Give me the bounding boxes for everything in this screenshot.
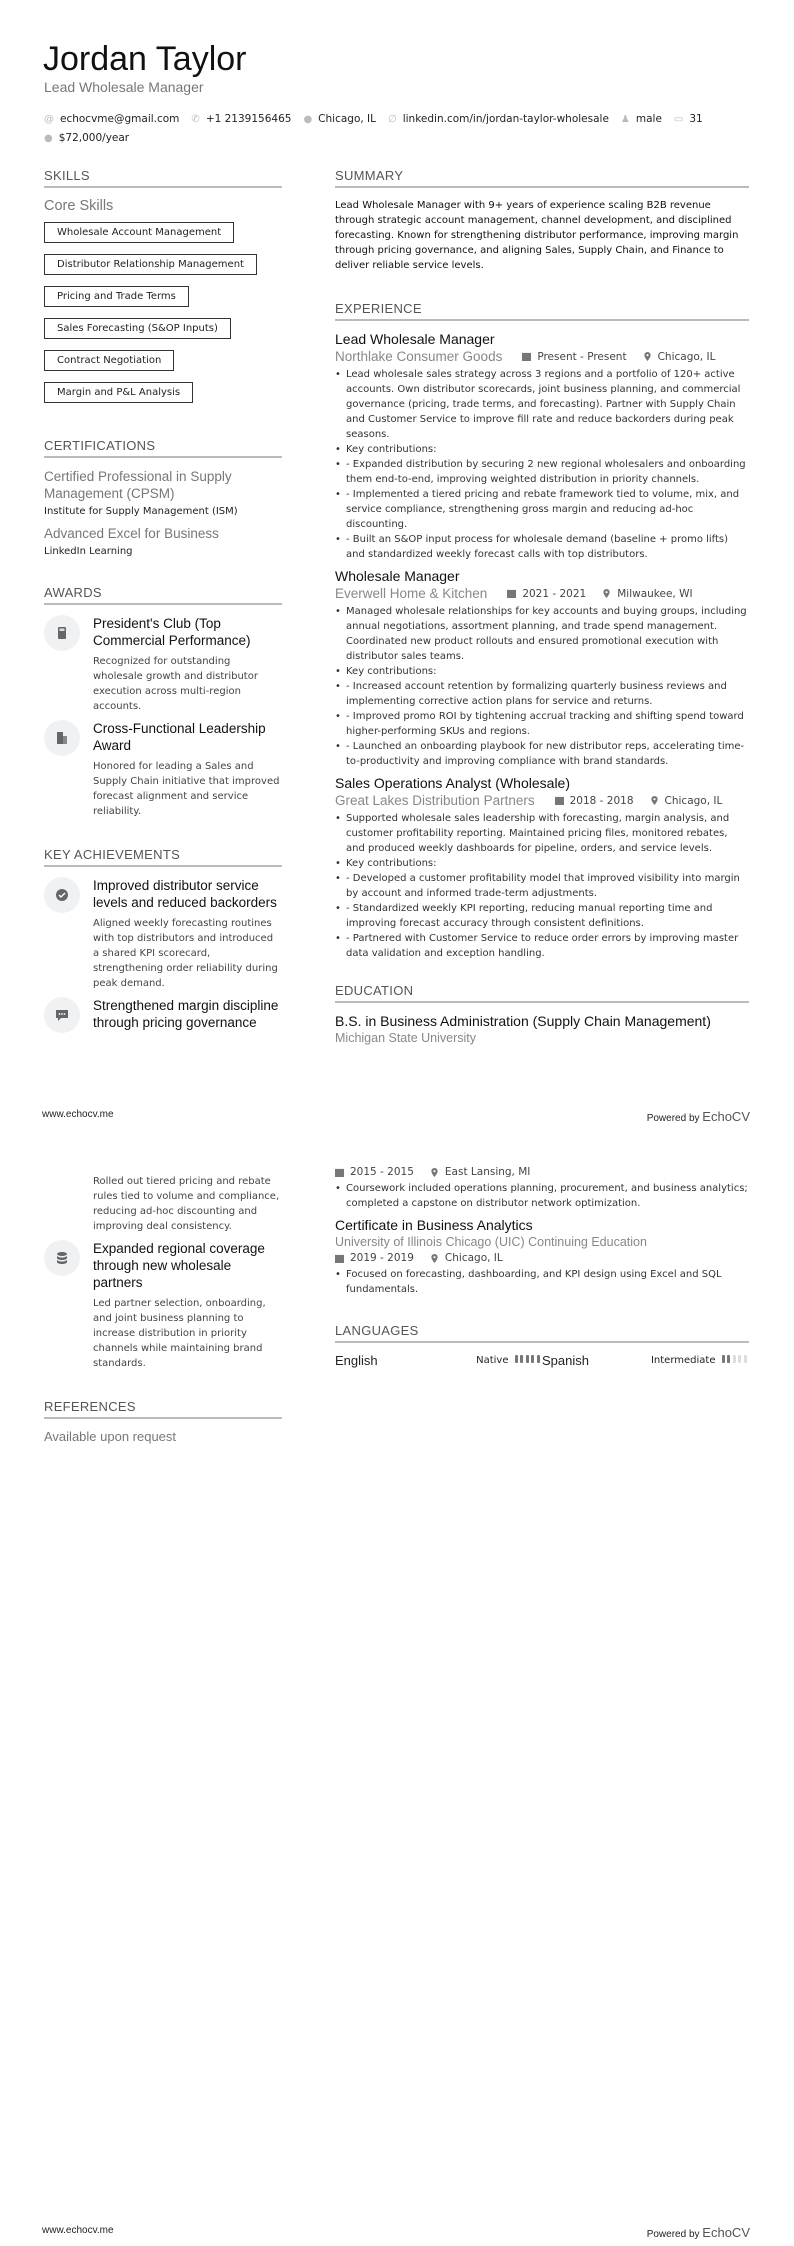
bullet-item: • - Built an S&OP input process for wholesale demand (baseline + promo lifts) and standardized weekly forecast calls with top distributors. <box>335 532 749 562</box>
proficiency-dot <box>520 1355 523 1363</box>
education-location: Chicago, IL <box>444 1252 503 1264</box>
left-column <box>44 168 282 1037</box>
proficiency-dot <box>744 1355 747 1363</box>
references-heading: REFERENCES <box>44 1399 282 1419</box>
bullet-item: • Focused on forecasting, dashboarding, and KPI design using Excel and SQL fundamentals. <box>335 1267 749 1297</box>
footer-site-link[interactable]: www.echocv.me <box>42 1109 114 1120</box>
echocv-logo[interactable]: EchoCV <box>702 2225 750 2240</box>
job-title: Lead Wholesale Manager <box>335 331 495 347</box>
skill-tag: Pricing and Trade Terms <box>44 286 189 307</box>
proficiency-dot <box>727 1355 730 1363</box>
page-footer <box>42 2225 750 2240</box>
education-heading: EDUCATION <box>335 983 749 1003</box>
company-name: Great Lakes Distribution Partners <box>335 793 535 808</box>
experience-list <box>335 331 749 961</box>
bullet-item: • - Developed a customer profitability model that improved visibility into margin by account and informed trade-term adjustments. <box>335 871 749 901</box>
echocv-logo[interactable]: EchoCV <box>702 1109 750 1124</box>
candidate-title: Lead Wholesale Manager <box>44 79 204 95</box>
bullet-item: • Supported wholesale sales leadership with forecasting, margin analysis, and customer profitability reporting. Maintained pricing files, monitored rebates, and produced weekly dashboards for pipeline, orders, and service levels. <box>335 811 749 856</box>
job-dates: Present - Present <box>537 350 627 363</box>
contact-item[interactable] <box>388 110 609 129</box>
location-icon <box>430 1168 439 1177</box>
achievement-title: Improved distributor service levels and reduced backorders <box>93 878 277 910</box>
calendar-icon <box>507 589 516 598</box>
bullet-item: • - Launched an onboarding playbook for new distributor reps, accelerating time-to-productivity and improving compliance with brand standards. <box>335 739 749 769</box>
bullet-item: • - Implemented a tiered pricing and rebate framework tied to volume, mix, and service compliance, strengthening gross margin and reducing ad-hoc discounting. <box>335 487 749 532</box>
award-desc: Recognized for outstanding wholesale growth and distributor execution across multi-region accounts. <box>93 656 258 712</box>
award-desc: Honored for leading a Sales and Supply Chain initiative that improved forecast alignment and service reliability. <box>93 761 280 817</box>
at-icon: @ <box>44 114 54 125</box>
achievement-item <box>44 997 282 1031</box>
education-bullets <box>335 1267 749 1297</box>
proficiency-dots <box>722 1355 750 1366</box>
powered-by-label: Powered by <box>646 2229 700 2240</box>
achievement-desc: Led partner selection, onboarding, and joint business planning to increase distribution in priority channels while maintaining brand standards. <box>93 1298 266 1369</box>
contact-item <box>303 110 376 129</box>
page-footer <box>42 1109 750 1124</box>
job-bullets <box>335 604 749 769</box>
languages-list <box>335 1353 749 1368</box>
location-icon <box>602 589 611 598</box>
job-entry <box>335 568 749 769</box>
contact-item <box>674 110 703 129</box>
job-title: Sales Operations Analyst (Wholesale) <box>335 775 570 791</box>
contact-item[interactable] <box>44 110 179 129</box>
company-name: Northlake Consumer Goods <box>335 349 503 364</box>
achievement-title: Expanded regional coverage through new wholesale partners <box>93 1241 265 1290</box>
contact-text: Chicago, IL <box>318 113 376 125</box>
proficiency-dot <box>722 1355 725 1363</box>
certification-title: Certified Professional in Supply Management (CPSM) <box>44 469 232 501</box>
calendar-icon <box>555 796 564 805</box>
job-bullets <box>335 811 749 961</box>
calendar-icon <box>522 352 531 361</box>
awards-heading: AWARDS <box>44 585 282 605</box>
certification-issuer: LinkedIn Learning <box>44 546 133 557</box>
language-level: Native <box>476 1355 509 1366</box>
link-icon: ∅ <box>388 114 397 125</box>
user-icon: ♟ <box>620 114 630 125</box>
calculator-icon <box>44 615 80 651</box>
calendar-icon: ▭ <box>673 114 684 125</box>
contact-info <box>44 110 764 148</box>
proficiency-dot <box>531 1355 534 1363</box>
contact-item <box>191 110 291 129</box>
contact-text: $72,000/year <box>58 132 130 144</box>
language-item <box>542 1353 749 1368</box>
language-name: Spanish <box>542 1353 589 1368</box>
company-name: Everwell Home & Kitchen <box>335 586 488 601</box>
bullet-item: • Coursework included operations planning, procurement, and business analytics; completed a capstone on distributor network optimization. <box>335 1181 749 1211</box>
education-school: Michigan State University <box>335 1031 477 1045</box>
proficiency-dot <box>537 1355 540 1363</box>
job-entry <box>335 331 749 562</box>
award-item <box>44 615 282 714</box>
location-icon: ● <box>303 114 313 125</box>
proficiency-dot <box>738 1355 741 1363</box>
award-title: President's Club (Top Commercial Performance) <box>93 616 251 648</box>
award-item <box>44 720 282 819</box>
bullet-item: • - Increased account retention by formalizing quarterly business reviews and implementing corrective action plans for service and returns. <box>335 679 749 709</box>
summary-heading: SUMMARY <box>335 168 749 188</box>
experience-heading: EXPERIENCE <box>335 301 749 321</box>
money-icon: ● <box>44 133 53 144</box>
proficiency-dot <box>733 1355 736 1363</box>
education-dates: 2019 - 2019 <box>350 1252 414 1264</box>
achievement-item <box>44 877 282 991</box>
job-location: Milwaukee, WI <box>617 587 693 600</box>
certification-issuer: Institute for Supply Management (ISM) <box>44 506 238 517</box>
contact-text: +1 2139156465 <box>205 113 292 125</box>
achievements-heading: KEY ACHIEVEMENTS <box>44 847 282 867</box>
proficiency-dot <box>526 1355 529 1363</box>
right-column <box>335 168 749 1045</box>
education-dates: 2015 - 2015 <box>350 1166 414 1178</box>
certification-title: Advanced Excel for Business <box>44 526 219 541</box>
contact-text: 31 <box>689 113 703 125</box>
footer-site-link[interactable]: www.echocv.me <box>42 2225 114 2236</box>
education-bullets <box>335 1181 749 1211</box>
bullet-item: • Key contributions: <box>335 664 749 679</box>
database-icon <box>44 1240 80 1276</box>
skill-tag: Contract Negotiation <box>44 350 174 371</box>
job-bullets <box>335 367 749 562</box>
bullet-item: • - Partnered with Customer Service to reduce order errors by improving master data validation and exception handling. <box>335 931 749 961</box>
left-column-continued <box>44 1174 282 1450</box>
language-level: Intermediate <box>650 1355 716 1366</box>
education-meta <box>335 1252 749 1264</box>
certifications-list <box>44 468 282 557</box>
skills-heading: SKILLS <box>44 168 282 188</box>
certifications-heading: CERTIFICATIONS <box>44 438 282 458</box>
bullet-item: • - Improved promo ROI by tightening accrual tracking and shifting spend toward higher-performing SKUs and regions. <box>335 709 749 739</box>
candidate-name: Jordan Taylor <box>43 40 247 78</box>
contact-item <box>44 129 129 148</box>
proficiency-dot <box>515 1355 518 1363</box>
references-text: Available upon request <box>44 1429 177 1444</box>
building-icon <box>44 720 80 756</box>
achievement-item <box>44 1240 282 1371</box>
location-icon <box>643 352 652 361</box>
comment-icon <box>44 997 80 1033</box>
languages-heading: LANGUAGES <box>335 1323 749 1343</box>
proficiency-dots <box>515 1355 543 1366</box>
language-item <box>335 1353 542 1368</box>
language-name: English <box>335 1353 378 1368</box>
bullet-item: • Lead wholesale sales strategy across 3 regions and a portfolio of 120+ active accounts. Own distributor scorecards, joint business planning, and commercial governance (pricing, trade terms, and forecasting). Partner with Supply Chain and Customer Service to improve fill rate and reduce backorders during peak seasons. <box>335 367 749 442</box>
skills-list <box>44 220 282 412</box>
education-degree: B.S. in Business Administration (Supply Chain Management) <box>335 1013 711 1029</box>
award-title: Cross-Functional Leadership Award <box>93 721 266 753</box>
calendar-icon <box>335 1168 344 1177</box>
job-entry <box>335 775 749 961</box>
bullet-item: • - Expanded distribution by securing 2 new regional wholesalers and onboarding them end-to-end, improving weighted distribution in priority channels. <box>335 457 749 487</box>
skill-tag: Margin and P&L Analysis <box>44 382 193 403</box>
check-circle-icon <box>44 877 80 913</box>
calendar-icon <box>335 1254 344 1263</box>
education-location: East Lansing, MI <box>444 1166 531 1178</box>
job-location: Chicago, IL <box>664 794 723 807</box>
education-school: University of Illinois Chicago (UIC) Continuing Education <box>335 1235 647 1249</box>
skills-group: Core Skills <box>44 198 114 214</box>
summary-text: Lead Wholesale Manager with 9+ years of experience scaling B2B revenue through strategic account management, channel development, and disciplined forecasting. Known for strengthening distributor performance, improving margin through pricing governance, and aligning Sales, Supply Chain, and Finance to deliver reliable service levels. <box>335 200 739 271</box>
achievement-desc: Rolled out tiered pricing and rebate rules tied to volume and compliance, reducing ad-hoc discounting and improving deal consistency. <box>93 1176 280 1232</box>
bullet-item: • Managed wholesale relationships for key accounts and buying groups, including annual negotiations, assortment planning, and trade spend management. Coordinated new product rollouts and ensured promotional execution with distributor sales teams. <box>335 604 749 664</box>
achievement-title: Strengthened margin discipline through pricing governance <box>93 998 279 1030</box>
location-icon <box>430 1254 439 1263</box>
job-title: Wholesale Manager <box>335 568 460 584</box>
phone-icon: ✆ <box>191 114 200 125</box>
bullet-item: • - Standardized weekly KPI reporting, reducing manual reporting time and improving forecast accuracy through consistent definitions. <box>335 901 749 931</box>
skill-tag: Sales Forecasting (S&OP Inputs) <box>44 318 231 339</box>
resume-page-2 <box>0 1130 794 2246</box>
bullet-item: • Key contributions: <box>335 442 749 457</box>
achievement-desc: Aligned weekly forecasting routines with top distributors and introduced a shared KPI scorecard, strengthening order reliability during peak demand. <box>93 918 278 989</box>
contact-text: linkedin.com/in/jordan-taylor-wholesale <box>402 113 609 125</box>
contact-text: male <box>635 113 662 125</box>
powered-by-label: Powered by <box>646 1113 700 1124</box>
location-icon <box>650 796 659 805</box>
education-meta <box>335 1166 749 1178</box>
achievement-item-continued <box>44 1174 282 1234</box>
contact-text: echocvme@gmail.com <box>60 113 180 125</box>
awards-list <box>44 615 282 819</box>
skill-tag: Wholesale Account Management <box>44 222 234 243</box>
job-location: Chicago, IL <box>657 350 716 363</box>
job-dates: 2018 - 2018 <box>569 794 634 807</box>
right-column-continued <box>335 1166 749 1368</box>
bullet-item: • Key contributions: <box>335 856 749 871</box>
contact-item <box>621 110 662 129</box>
education-degree: Certificate in Business Analytics <box>335 1217 533 1233</box>
skill-tag: Distributor Relationship Management <box>44 254 257 275</box>
job-dates: 2021 - 2021 <box>522 587 587 600</box>
